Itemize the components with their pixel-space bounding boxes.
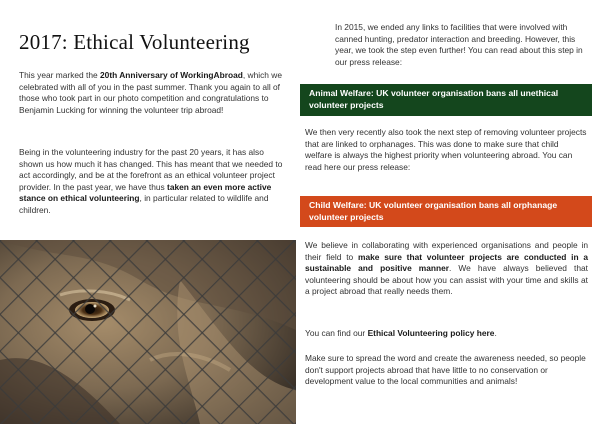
page-title: 2017: Ethical Volunteering [19,30,250,54]
policy-text-1: You can find our [305,328,368,338]
industry-text-2: , in particular related to wildlife and children. [19,193,269,215]
lion-behind-fence-image [0,240,296,424]
spread-word-paragraph: Make sure to spread the word and create the awareness needed, so people don't support projects abroad that have little to no conservation or development value to the local communities and animals! [305,353,586,387]
stance-highlight: taken an even more active stance on ethical volunteering [19,181,272,204]
intro-text-2: , which we celebrated with all of you in the past summer. Thank you again to all of those who took part in our photo competition and congratulations to Benjamin Lucking for winning the volunteer trip abroad! [19,70,282,115]
animal-welfare-press-link[interactable]: Animal Welfare: UK volunteer organisation bans all unethical volunteer projects [300,84,592,116]
lion-fence-photo [0,240,296,424]
ethical-policy-link[interactable]: Ethical Volunteering policy here [367,328,495,338]
child-welfare-press-link[interactable]: Child Welfare: UK volunteer organisation bans all orphanage volunteer projects [300,196,592,227]
collaboration-text-2: . We have always believed that volunteering should be about how you can assist with your time and skills at a project abroad that really needs them. [305,263,588,297]
industry-paragraph [19,147,287,217]
sustainable-highlight: make sure that volunteer projects are conducted in a sustainable and positive manner [305,251,589,274]
canned-hunting-paragraph: In 2015, we ended any links to facilities that were involved with canned hunting, predator interaction and breeding. However, this year, we took the step even further! You can read about this step in our press release: [335,22,583,67]
collaboration-text-1: We believe in collaborating with experienced organisations and people in their field to [305,240,588,262]
intro-paragraph [19,70,287,116]
collaboration-paragraph [305,240,588,298]
orphanage-paragraph: We then very recently also took the next step of removing volunteer projects that are linked to orphanages. This was done to make sure that child welfare is always the highest priority when volunteering abroad. You can read here our press release: [305,127,587,172]
anniversary-highlight: 20th Anniversary of WorkingAbroad [100,70,243,80]
policy-text-2: . [494,328,497,338]
policy-paragraph [305,328,588,340]
intro-text-1: This year marked the [19,70,100,80]
industry-text-1: Being in the volunteering industry for the past 20 years, it has also shown us how much it has changed. This has meant that we needed to act accordingly, and be at the forefront as an ethical volunteer project provider. In the past year, we have thus [19,147,283,192]
